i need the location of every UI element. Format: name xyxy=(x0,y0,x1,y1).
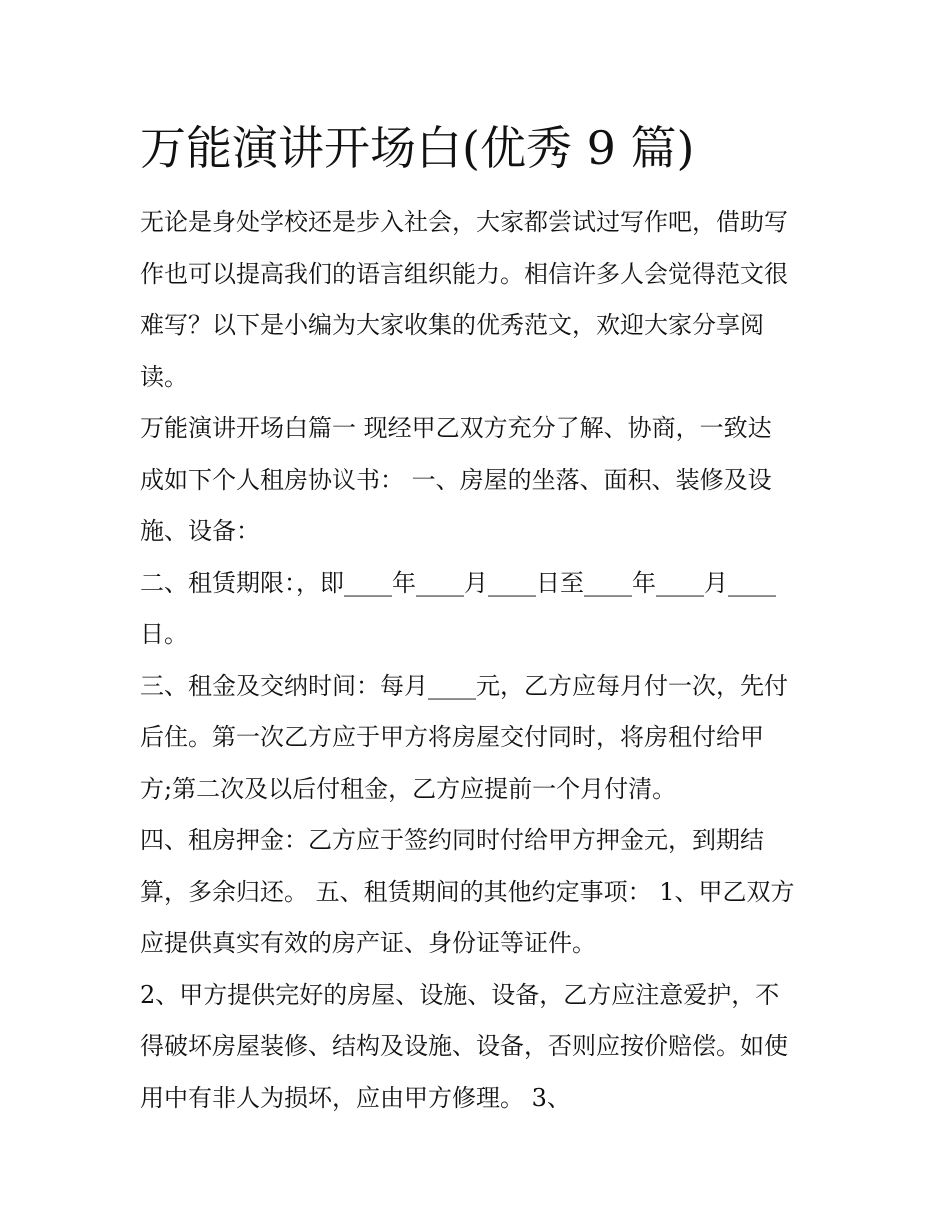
body-line-1: 无论是身处学校还是步入社会，大家都尝试过写作吧，借助写 xyxy=(140,208,788,236)
document-title: 万能演讲开场白(优秀 9 篇) xyxy=(140,121,695,175)
body-line-7: 施、设备： xyxy=(140,517,260,545)
body-line-18: 用中有非人为损坏，应由甲方修理。 3、 xyxy=(140,1083,571,1112)
body-line-6: 成如下个人租房协议书： 一、房屋的坐落、面积、装修及设 xyxy=(140,465,772,494)
body-line-13: 四、租房押金：乙方应于签约同时付给甲方押金元，到期结 xyxy=(140,826,764,854)
body-line-4: 读。 xyxy=(140,362,188,391)
body-line-15: 应提供真实有效的房产证、身份证等证件。 xyxy=(140,929,596,957)
document-content xyxy=(140,118,812,1124)
body-line-5: 万能演讲开场白篇一 现经甲乙双方充分了解、协商，一致达 xyxy=(140,414,772,442)
body-line-10: 三、租金及交纳时间：每月____元，乙方应每月付一次，先付 xyxy=(140,671,788,700)
body-line-14: 算，多余归还。 五、租赁期间的其他约定事项： 1、甲乙双方 xyxy=(140,877,795,906)
body-line-16: 2、甲方提供完好的房屋、设施、设备，乙方应注意爱护，不 xyxy=(140,980,780,1009)
body-line-2: 作也可以提高我们的语言组织能力。相信许多人会觉得范文很 xyxy=(140,259,788,288)
body-line-17: 得破坏房屋装修、结构及设施、设备，否则应按价赔偿。如使 xyxy=(140,1032,788,1060)
body-line-12: 方;第二次及以后付租金，乙方应提前一个月付清。 xyxy=(140,774,677,803)
body-line-9: 日。 xyxy=(140,620,188,648)
body-line-3: 难写？以下是小编为大家收集的优秀范文，欢迎大家分享阅 xyxy=(140,311,764,339)
document-body xyxy=(140,197,812,1124)
body-line-8: 二、租赁期限：，即____年____月____日至____年____月____ xyxy=(140,568,776,597)
body-line-11: 后住。第一次乙方应于甲方将房屋交付同时，将房租付给甲 xyxy=(140,723,764,751)
